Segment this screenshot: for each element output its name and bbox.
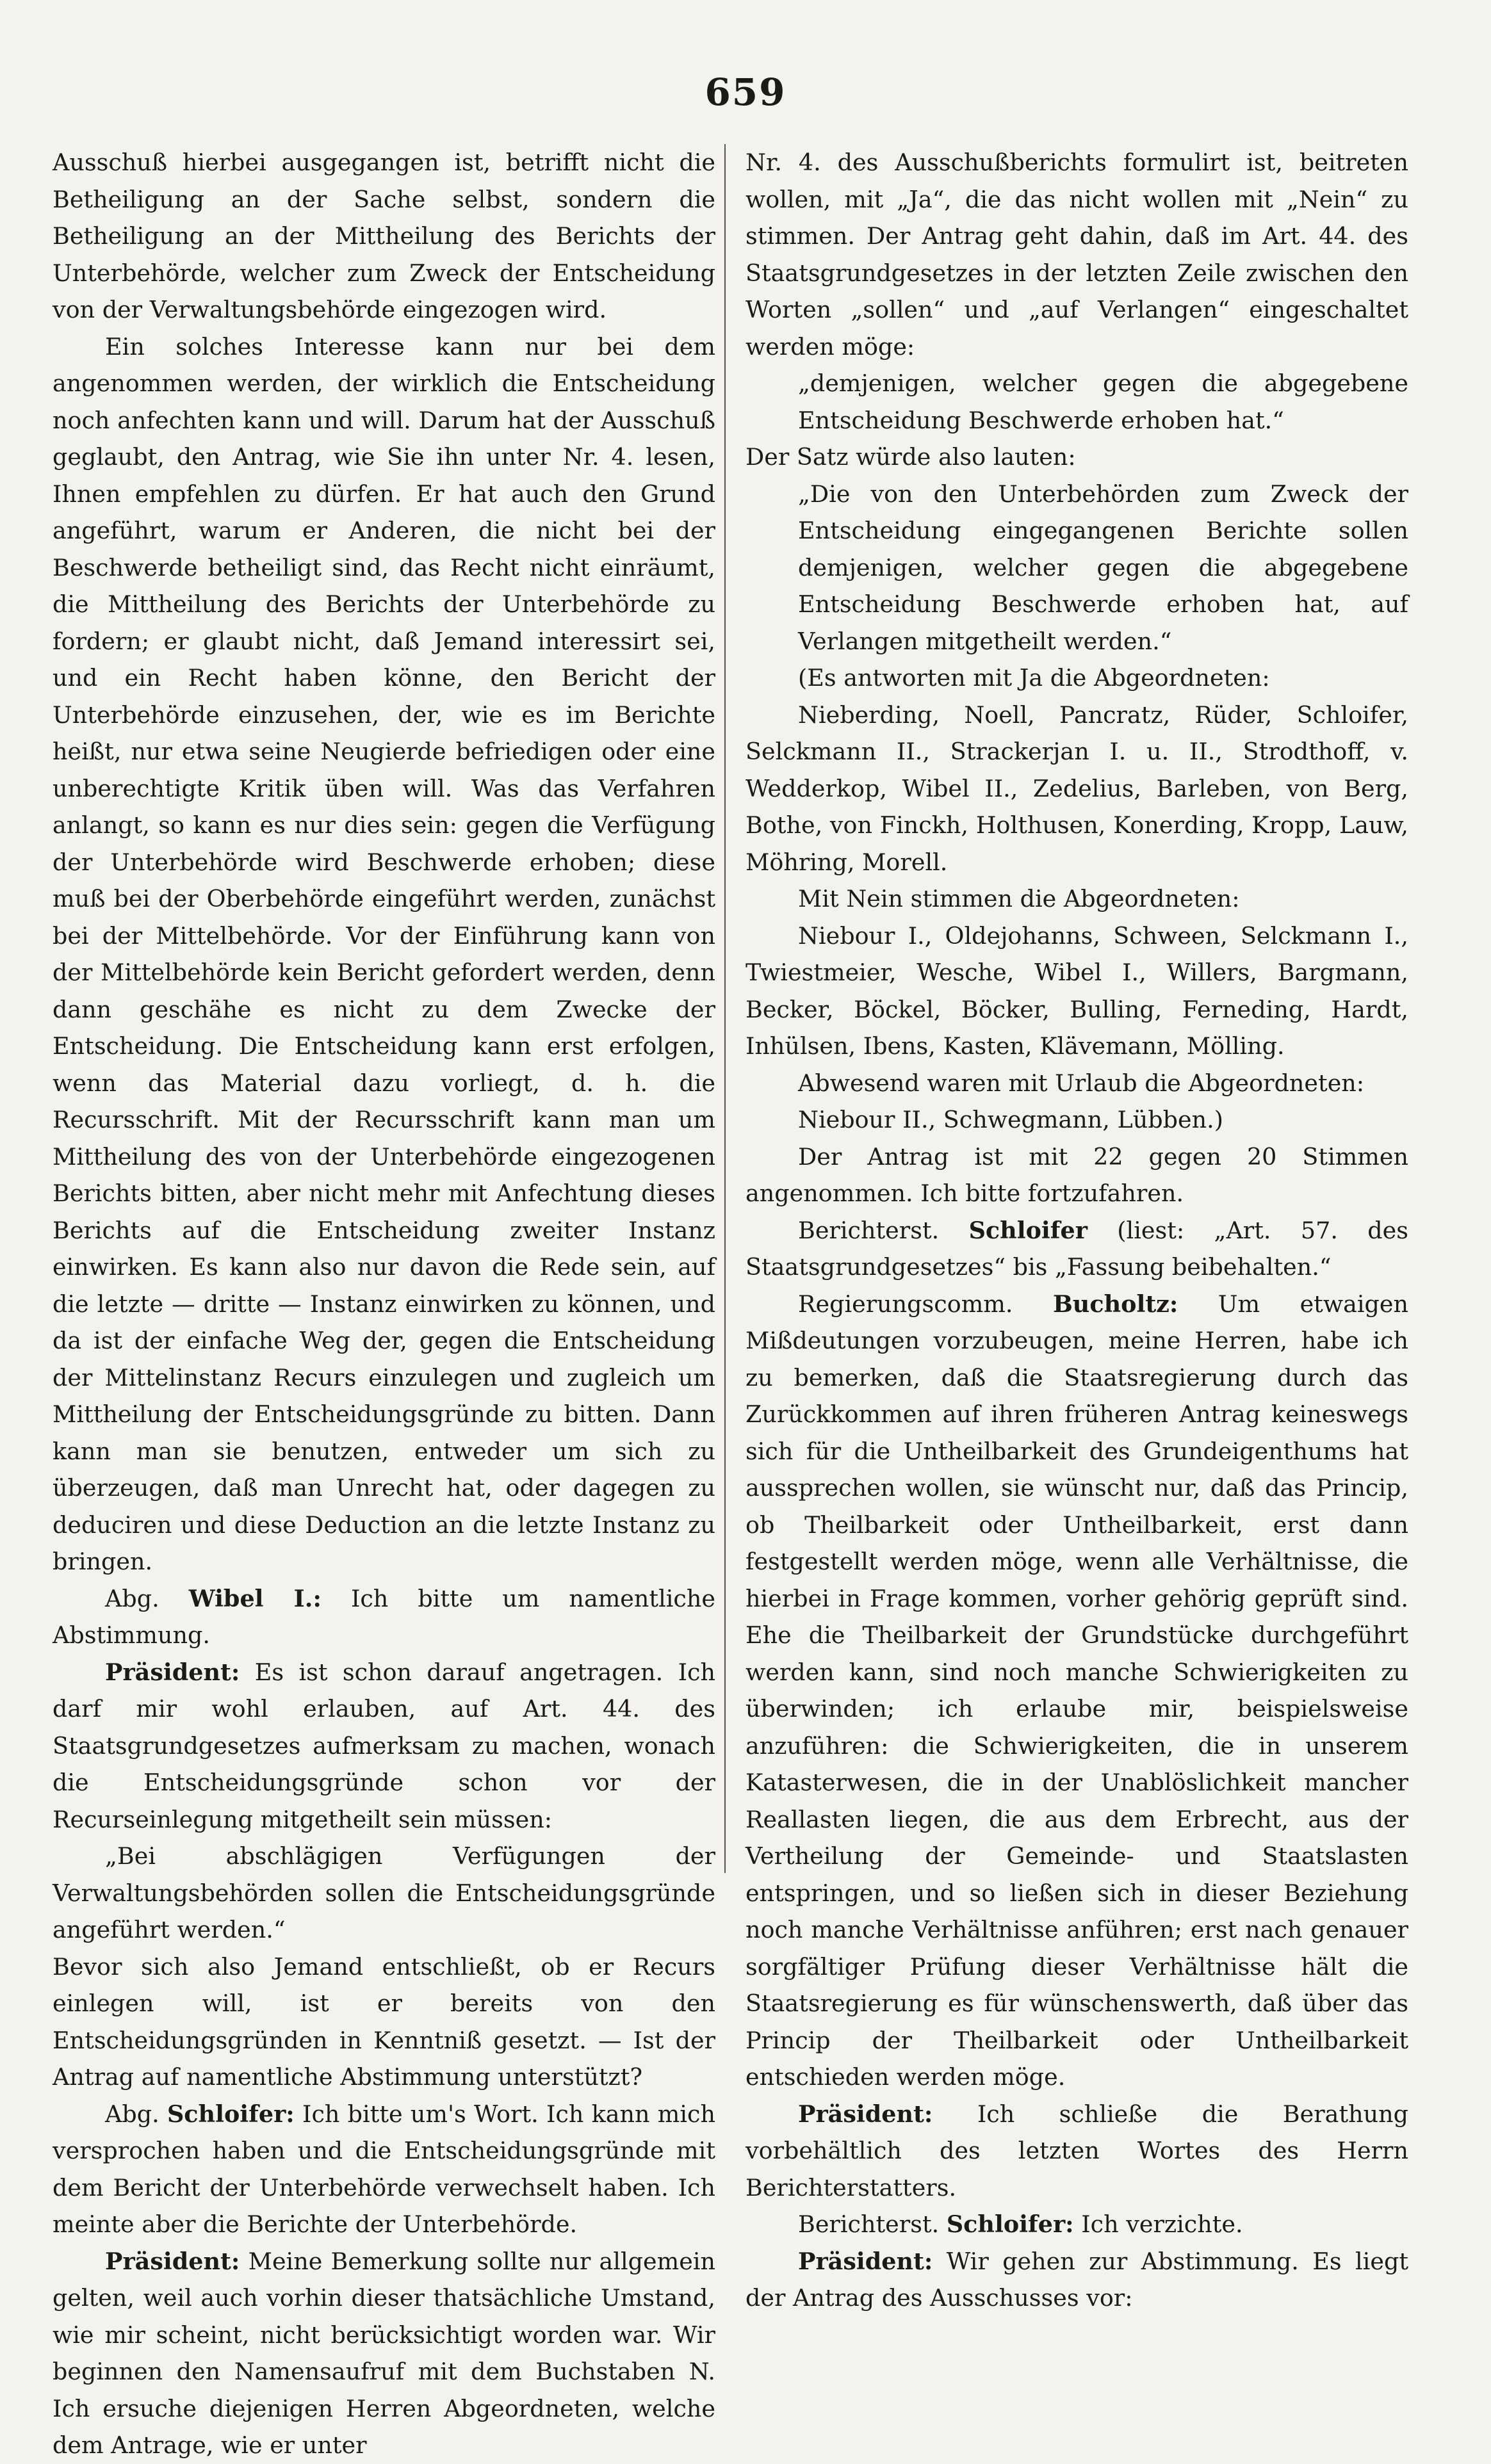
speech-text: Ich verzichte. bbox=[1081, 2210, 1243, 2238]
speaker-prefix: Berichterst. bbox=[798, 1216, 940, 1244]
column-divider bbox=[724, 144, 726, 1873]
speaker-name: Präsident: bbox=[105, 1658, 240, 1686]
speaker-paragraph bbox=[745, 1212, 1408, 1286]
speaker-paragraph bbox=[745, 2096, 1408, 2207]
quotation: „demjenigen, welcher gegen die abgegebene Entscheidung Beschwerde erhoben hat.“ bbox=[798, 369, 1408, 434]
speaker-prefix: Abg. bbox=[105, 2100, 159, 2128]
paragraph: Ausschuß hierbei ausgegangen ist, betrifft nicht die Betheiligung an der Sache selbst, sondern die Betheiligung an der Mittheilung des Berichts der Unterbehörde, welcher zum Zweck der Entscheidung von der Verwaltungsbehörde eingezogen wird. bbox=[53, 149, 715, 323]
quotation: „Bei abschlägigen Verfügungen der Verwaltungsbehörden sollen die Entscheidungsgründe angeführt werden.“ bbox=[53, 1842, 715, 1943]
speaker-name: Präsident: bbox=[105, 2247, 240, 2275]
right-column bbox=[745, 144, 1408, 2317]
speaker-name: Schloifer: bbox=[167, 2100, 295, 2128]
absent-intro: Abwesend waren mit Urlaub die Abgeordneten: bbox=[798, 1069, 1365, 1097]
ja-names-list: Nieberding, Noell, Pancratz, Rüder, Schloifer, Selckmann II., Strackerjan I. u. II., Strodthoff, v. Wedderkop, Wibel II., Zedelius, Barleben, von Berg, Bothe, von Finckh, Holthusen, Konerding, Kropp, Lauw, Möhring, Morell. bbox=[745, 701, 1408, 876]
speaker-paragraph bbox=[53, 2096, 715, 2243]
vote-result: Der Antrag ist mit 22 gegen 20 Stimmen angenommen. Ich bitte fortzufahren. bbox=[745, 1142, 1408, 1207]
speaker-paragraph bbox=[53, 1580, 715, 1654]
quotation: „Die von den Unterbehörden zum Zweck der Entscheidung eingegangenen Berichte sollen demjenigen, welcher gegen die abgegebene Entscheidung Beschwerde erhoben hat, auf Verlangen mitgetheilt werden.“ bbox=[798, 480, 1408, 655]
speech-text: (liest: „Art. 57. des Staatsgrundgesetzes“ bis „Fassung beibehalten.“ bbox=[745, 1216, 1408, 1281]
speaker-paragraph bbox=[745, 1286, 1408, 2096]
left-column bbox=[53, 144, 715, 2464]
speaker-paragraph bbox=[53, 1654, 715, 1838]
speech-text: Es ist schon darauf angetragen. Ich darf mir wohl erlauben, auf Art. 44. des Staatsgrundgesetzes aufmerksam zu machen, wonach die Entscheidungsgründe schon vor der Recurseinlegung mitgetheilt sein müssen: bbox=[53, 1658, 715, 1833]
speaker-paragraph bbox=[745, 2206, 1408, 2243]
speaker-name: Schloifer bbox=[968, 1216, 1088, 1244]
nein-intro: Mit Nein stimmen die Abgeordneten: bbox=[798, 885, 1240, 912]
absent-names-list: Niebour II., Schwegmann, Lübben.) bbox=[798, 1106, 1223, 1133]
speaker-paragraph bbox=[745, 2243, 1408, 2317]
nein-names-list: Niebour I., Oldejohanns, Schween, Selckmann I., Twiestmeier, Wesche, Wibel I., Willers, Bargmann, Becker, Böckel, Böcker, Bulling, Ferneding, Hardt, Inhülsen, Ibens, Kasten, Klävemann, Mölling. bbox=[745, 921, 1408, 1060]
speech-text: Ich bitte um's Wort. Ich kann mich versprochen haben und die Entscheidungsgründe mit dem Bericht der Unterbehörde verwechselt haben. Ich meinte aber die Berichte der Unterbehörde. bbox=[53, 2100, 715, 2238]
paragraph: Der Satz würde also lauten: bbox=[745, 443, 1076, 471]
page-number: 659 bbox=[705, 70, 786, 114]
speaker-name: Präsident: bbox=[798, 2100, 933, 2128]
speech-text: Wir gehen zur Abstimmung. Es liegt der Antrag des Ausschusses vor: bbox=[745, 2247, 1408, 2312]
speaker-prefix: Abg. bbox=[105, 1584, 159, 1612]
speaker-name: Wibel I.: bbox=[188, 1584, 322, 1612]
speaker-name: Bucholtz: bbox=[1052, 1290, 1178, 1318]
speech-text: Ich bitte um namentliche Abstimmung. bbox=[53, 1584, 715, 1649]
paragraph: Bevor sich also Jemand entschließt, ob er Recurs einlegen will, ist er bereits von den Entscheidungsgründen in Kenntniß gesetzt. — Ist der Antrag auf namentliche Abstimmung unterstützt? bbox=[53, 1952, 715, 2091]
speaker-prefix: Berichterst. bbox=[798, 2210, 940, 2238]
speaker-name: Präsident: bbox=[798, 2247, 933, 2275]
speaker-prefix: Regierungscomm. bbox=[798, 1290, 1013, 1318]
speaker-paragraph bbox=[53, 2243, 715, 2464]
speech-text: Um etwaigen Mißdeutungen vorzubeugen, meine Herren, habe ich zu bemerken, daß die Staatsregierung durch das Zurückkommen auf ihren früheren Antrag keineswegs sich für die Untheilbarkeit des Grundeigenthums hat aussprechen wollen, sie wünscht nur, daß das Princip, ob Theilbarkeit oder Untheilbarkeit, erst dann festgestellt werden möge, wenn alle Verhältnisse, die hierbei in Frage kommen, vorher gehörig geprüft sind. Ehe die Theilbarkeit der Grundstücke durchgeführt werden kann, sind noch manche Schwierigkeiten zu überwinden; ich erlaube mir, beispielsweise anzuführen: die Schwierigkeiten, die in unserem Katasterwesen, die in der Unablöslichkeit mancher Reallasten liegen, die aus dem Erbrecht, aus der Vertheilung der Gemeinde- und Staatslasten entspringen, und so ließen sich in dieser Beziehung noch manche Verhältnisse anführen; erst nach genauer sorgfältiger Prüfung dieser Verhältnisse hält die Staatsregierung es für wünschenswerth, daß über das Princip der Theilbarkeit oder Untheilbarkeit entschieden werden möge. bbox=[745, 1290, 1408, 2091]
paragraph: Nr. 4. des Ausschußberichts formulirt ist, beitreten wollen, mit „Ja“, die das nicht wollen mit „Nein“ zu stimmen. Der Antrag geht dahin, daß im Art. 44. des Staatsgrundgesetzes in der letzten Zeile zwischen den Worten „sollen“ und „auf Verlangen“ eingeschaltet werden möge: bbox=[745, 149, 1408, 361]
paragraph: Ein solches Interesse kann nur bei dem angenommen werden, der wirklich die Entscheidung noch anfechten kann und will. Darum hat der Ausschuß geglaubt, den Antrag, wie Sie ihn unter Nr. 4. lesen, Ihnen empfehlen zu dürfen. Er hat auch den Grund angeführt, warum er Anderen, die nicht bei der Beschwerde betheiligt sind, das Recht nicht einräumt, die Mittheilung des Berichts der Unterbehörde zu fordern; er glaubt nicht, daß Jemand interessirt sei, und ein Recht haben könne, den Bericht der Unterbehörde einzusehen, der, wie es im Berichte heißt, nur etwa seine Neugierde befriedigen oder eine unberechtigte Kritik üben will. Was das Verfahren anlangt, so kann es nur dies sein: gegen die Verfügung der Unterbehörde wird Beschwerde erhoben; diese muß bei der Oberbehörde eingeführt werden, zunächst bei der Mittelbehörde. Vor der Einführung kann von der Mittelbehörde kein Bericht gefordert werden, denn dann geschähe es nicht zu dem Zwecke der Entscheidung. Die Entscheidung kann erst erfolgen, wenn das Material dazu vorliegt, d. h. die Recursschrift. Mit der Recursschrift kann man um Mittheilung des von der Unterbehörde eingezogenen Berichts bitten, aber nicht mehr mit Anfechtung dieses Berichts auf die Entscheidung zweiter Instanz einwirken. Es kann also nur davon die Rede sein, auf die letzte — dritte — Instanz einwirken zu können, und da ist der einfache Weg der, gegen die Entscheidung der Mittelinstanz Recurs einzulegen und zugleich um Mittheilung der Entscheidungsgründe zu bitten. Dann kann man sie benutzen, entweder um sich zu überzeugen, daß man Unrecht hat, oder dagegen zu deduciren und diese Deduction an die letzte Instanz zu bringen. bbox=[53, 332, 715, 1575]
vote-intro: (Es antworten mit Ja die Abgeordneten: bbox=[798, 664, 1270, 692]
speech-text: Ich schließe die Berathung vorbehältlich des letzten Wortes des Herrn Berichterstatters. bbox=[745, 2100, 1408, 2201]
speaker-name: Schloifer: bbox=[946, 2210, 1074, 2238]
speech-text: Meine Bemerkung sollte nur allgemein gelten, weil auch vorhin dieser thatsächliche Umstand, wie mir scheint, nicht berücksichtigt worden war. Wir beginnen den Namensaufruf mit dem Buchstaben N. Ich ersuche diejenigen Herren Abgeordneten, welche dem Antrage, wie er unter bbox=[53, 2247, 715, 2459]
